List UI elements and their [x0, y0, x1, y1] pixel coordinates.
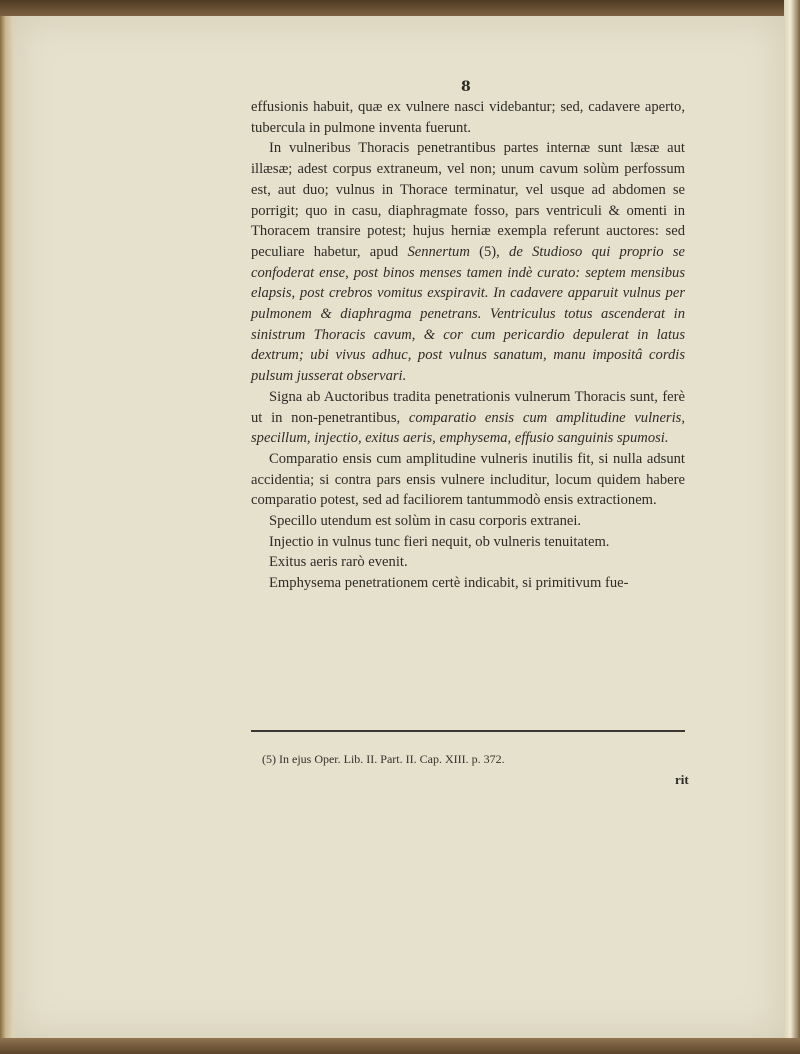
text-segment: de Studioso qui proprio se confoderat ense, post binos menses tamen indè curato: septem mensibus elapsis, post crebros vomitus exspiravit. In cadavere apparuit vulnus per pulmonem & diaphragma penetrans. Ventriculus totus ascenderat in sinistrum Thoracis cavum, & cor cum pericardio depulerat in latus dextrum; ubi vivus adhuc, post vulnus sanatum, manu impositâ cordis pulsum jusserat observari.: [251, 243, 685, 385]
page-number: 8: [461, 79, 471, 95]
bottom-edge: [0, 1038, 800, 1054]
paragraph-p8: [251, 573, 685, 594]
text-segment: Signa ab Auctoribus tradita penetrationis vulnerum Thoracis sunt, ferè ut in non-penetrantibus,: [251, 388, 685, 426]
paragraph-p4: [251, 449, 685, 511]
text-segment: (5),: [469, 243, 510, 260]
footnote: (5) In ejus Oper. Lib. II. Part. II. Cap. XIII. p. 372.: [262, 752, 505, 766]
paragraph-p5: [251, 511, 685, 532]
text-segment: Sennertum: [407, 243, 470, 260]
paragraph-p2: [251, 138, 685, 386]
paragraph-p3: [251, 387, 685, 449]
paragraph-p1: [251, 97, 685, 138]
catchword: rit: [675, 772, 689, 787]
text-segment: Exitus aeris rarò evenit.: [269, 554, 408, 571]
text-segment: effusionis habuit, quæ ex vulnere nasci videbantur; sed, cadavere aperto, tubercula in pulmone inventa fuerunt.: [251, 99, 685, 136]
text-segment: In vulneribus Thoracis penetrantibus partes internæ sunt læsæ aut illæsæ; adest corpus extraneum, vel non; unum cavum solùm perfossum est, aut duo; vulnus in Thorace terminatur, vel usque ad abdomen se porrigit; quo in casu, diaphragmate fosso, pars ventriculi & omenti in Thoracem transire potest; hujus herniæ exempla referunt auctores: sed peculiare habetur, apud: [251, 140, 685, 260]
text-segment: Comparatio ensis cum amplitudine vulneris inutilis fit, si nulla adsunt accidentia; si contra pars ensis vulnere includitur, locum quidem habere comparatio potest, sed ad faciliorem tantummodò ensis extractionem.: [251, 450, 685, 509]
paragraph-p7: [251, 552, 685, 573]
binding-gutter: [0, 16, 14, 1038]
text-segment: Injectio in vulnus tunc fieri nequit, ob vulneris tenuitatem.: [269, 533, 610, 550]
footnote-rule: [251, 730, 685, 732]
text-segment: Specillo utendum est solùm in casu corporis extranei.: [269, 513, 582, 530]
top-edge: [0, 0, 800, 16]
right-page-edge: [784, 0, 800, 1054]
body-text: [251, 97, 685, 594]
text-segment: comparatio ensis cum amplitudine vulneris, specillum, injectio, exitus aeris, emphysema, effusio sanguinis spumosi.: [251, 409, 685, 447]
text-segment: Emphysema penetrationem certè indicabit, si primitivum fue-: [269, 575, 629, 592]
paragraph-p6: [251, 532, 685, 553]
